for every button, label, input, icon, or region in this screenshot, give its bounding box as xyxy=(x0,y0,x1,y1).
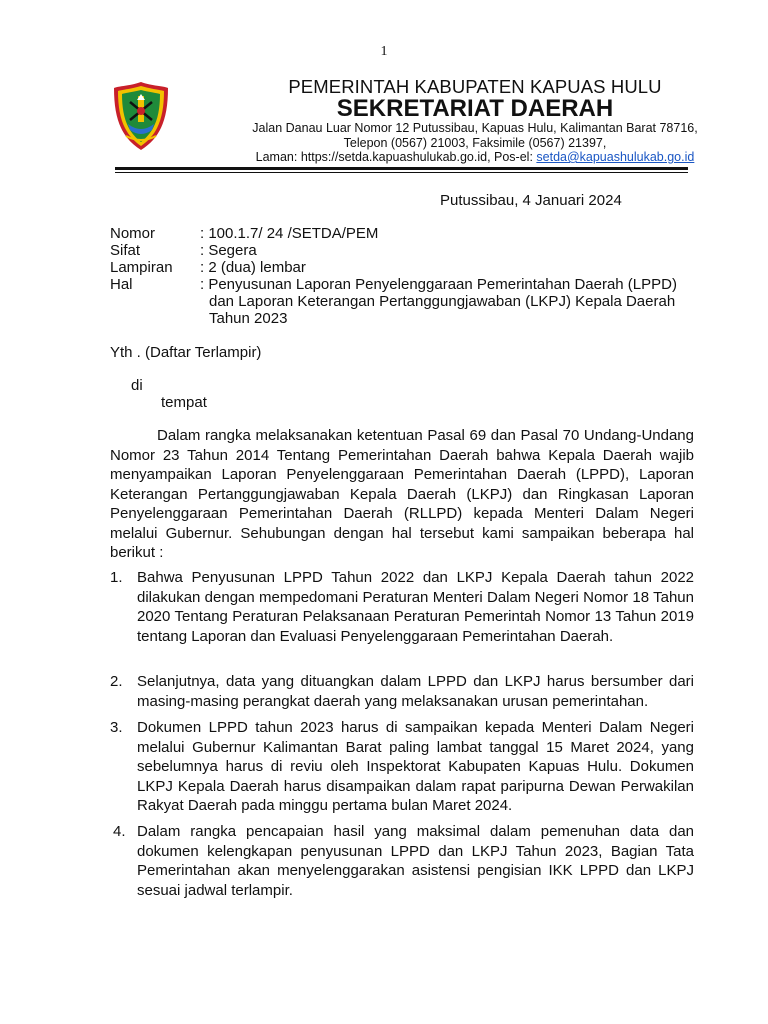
hal-line-1: : Penyusunan Laporan Penyelenggaraan Pemerintahan Daerah (LPPD) xyxy=(200,276,677,293)
page-number: 1 xyxy=(380,44,388,59)
recipient-line: Yth . (Daftar Terlampir) xyxy=(110,344,262,361)
list-item-number: 4. xyxy=(113,823,126,840)
hal-line-2: dan Laporan Keterangan Pertanggungjawaban (LKPJ) Kepala Daerah xyxy=(209,293,676,310)
list-item: Selanjutnya, data yang dituangkan dalam LPPD dan LKPJ harus bersumber dari masing-masing perangkat daerah yang melaksanakan urusan pemerintahan. xyxy=(137,673,694,710)
header-rule-thick xyxy=(115,167,688,170)
recipient-tempat: tempat xyxy=(161,394,207,411)
web-prefix: Laman: https://setda.kapuashulukab.go.id, Pos-el: xyxy=(255,150,537,164)
address-line: Jalan Danau Luar Nomor 12 Putussibau, Kapuas Hulu, Kalimantan Barat 78716, xyxy=(252,121,698,135)
sifat-value: : Segera xyxy=(200,242,257,259)
place-date: Putussibau, 4 Januari 2024 xyxy=(440,192,622,209)
hal-line-3: Tahun 2023 xyxy=(209,310,288,327)
list-item-number: 2. xyxy=(110,673,123,690)
email-link[interactable]: setda@kapuashulukab.go.id xyxy=(536,150,695,164)
lampiran-label: Lampiran xyxy=(110,259,173,276)
list-item-number: 3. xyxy=(110,719,123,736)
list-item: Dokumen LPPD tahun 2023 harus di sampaikan kepada Menteri Dalam Negeri melalui Gubernur Kalimantan Barat paling lambat tanggal 15 Maret 2024, yang sebelumnya harus di reviu oleh Inspektorat Kabupaten Kapuas Hulu. Dokumen LKPJ Kepala Daerah harus disampaikan dalam rapat paripurna Dewan Perwakilan Rakyat Daerah pada minggu pertama bulan Maret 2024. xyxy=(137,719,694,814)
web-line xyxy=(200,150,750,164)
sifat-label: Sifat xyxy=(110,242,141,259)
regency-emblem-icon xyxy=(112,80,170,152)
header-rule-thin xyxy=(115,172,688,173)
list-item: Dalam rangka pencapaian hasil yang maksimal dalam pemenuhan data dan dokumen kelengkapan penyusunan LPPD dan LKPJ Tahun 2023, Bagian Tata Pemerintahan akan menyelenggarakan asistensi pengisian IKK LPPD dan LKPJ sesuai jadwal terlampir. xyxy=(137,823,694,899)
office-name: SEKRETARIAT DAERAH xyxy=(336,95,614,122)
recipient-di: di xyxy=(131,377,143,394)
lampiran-value: : 2 (dua) lembar xyxy=(200,259,306,276)
government-name: PEMERINTAH KABUPATEN KAPUAS HULU xyxy=(288,76,662,97)
list-item-number: 1. xyxy=(110,569,123,586)
phone-line: Telepon (0567) 21003, Faksimile (0567) 21397, xyxy=(343,136,607,150)
list-item: Bahwa Penyusunan LPPD Tahun 2022 dan LKPJ Kepala Daerah tahun 2022 dilakukan dengan mempedomani Peraturan Menteri Dalam Negeri Nomor 18 Tahun 2020 Tentang Peraturan Pelaksanaan Peraturan Pemerintah Nomor 13 Tahun 2019 tentang Laporan dan Evaluasi Penyelenggaraan Pemerintahan Daerah. xyxy=(137,569,694,645)
nomor-label: Nomor xyxy=(110,225,156,242)
hal-label: Hal xyxy=(110,276,133,293)
intro-paragraph: Dalam rangka melaksanakan ketentuan Pasal 69 dan Pasal 70 Undang-Undang Nomor 23 Tahun 2014 Tentang Pemerintahan Daerah bahwa Kepala Daerah wajib menyampaikan Laporan Penyelenggaraan Pemerintahan Daerah (LPPD), Laporan Keterangan Pertanggungjawaban Kepala Daerah (LKPJ) dan Ringkasan Laporan Penyelenggaraan Pemerintahan Daerah (RLLPD) kepada Menteri Dalam Negeri melalui Gubernur. Sehubungan dengan hal tersebut kami sampaikan beberapa hal berikut : xyxy=(110,427,694,561)
nomor-value: : 100.1.7/ 24 /SETDA/PEM xyxy=(200,225,379,242)
